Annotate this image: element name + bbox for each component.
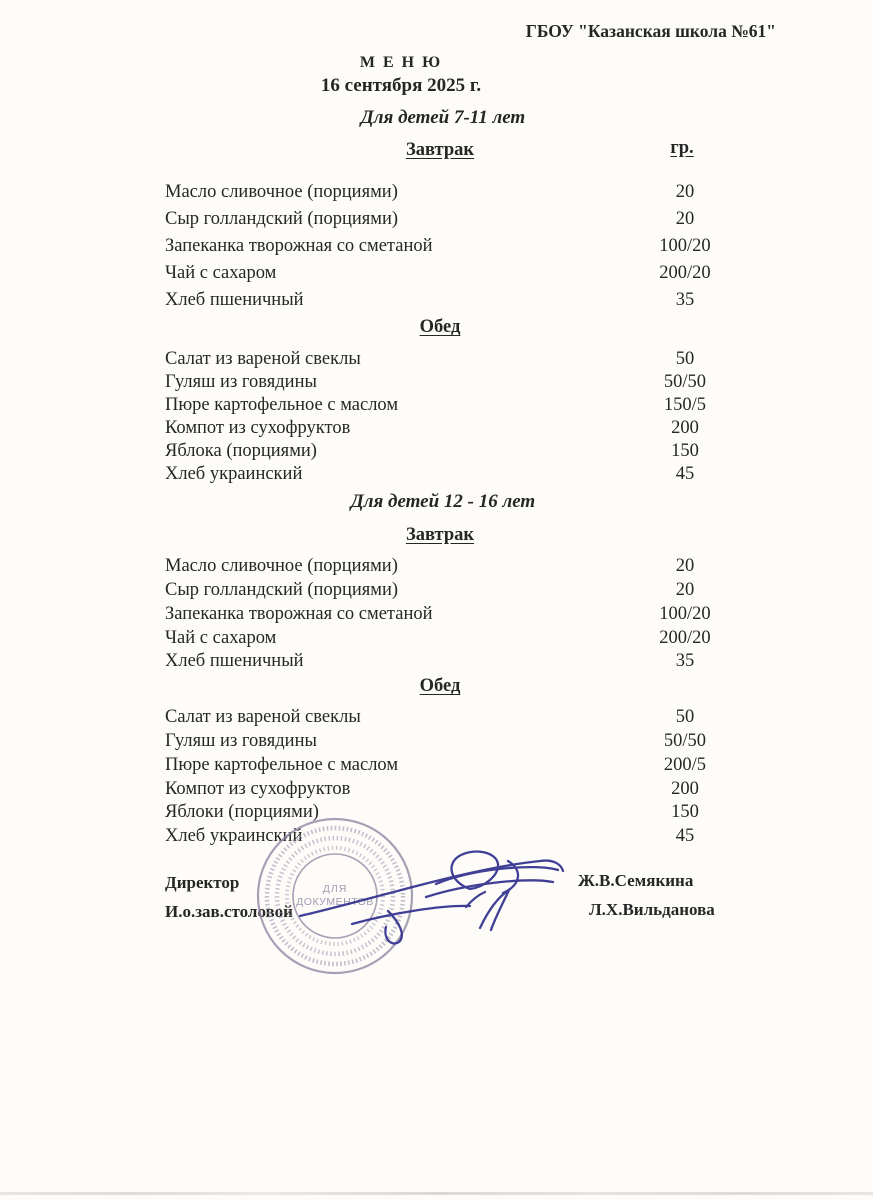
dish-name: Запеканка творожная со сметаной [165, 604, 433, 624]
menu-item-row [165, 263, 735, 284]
portion-grams: 45 [675, 464, 695, 484]
scan-edge-artifact [0, 1192, 873, 1195]
signature-name-director: Ж.В.Семякина [578, 871, 694, 890]
menu-item-row [165, 290, 735, 311]
signature-role-director: Директор [165, 873, 240, 892]
meal-heading-breakfast-1: Завтрак [405, 140, 475, 160]
menu-item-row [165, 418, 735, 439]
menu-date: 16 сентября 2025 г. [320, 75, 482, 96]
menu-item-row [165, 651, 735, 672]
portion-grams: 50/50 [663, 731, 707, 751]
dish-name: Масло сливочное (порциями) [165, 182, 398, 202]
portion-grams: 200/20 [659, 628, 711, 648]
portion-grams: 50 [675, 349, 695, 369]
menu-item-row [165, 707, 735, 728]
menu-item-row [165, 441, 735, 462]
portion-grams: 20 [675, 556, 695, 576]
signature-name-canteen-manager: Л.Х.Вильданова [589, 900, 715, 919]
handwritten-signatures [300, 852, 563, 944]
dish-name: Хлеб украинский [165, 464, 303, 484]
portion-grams: 20 [675, 580, 695, 600]
menu-item-row [165, 349, 735, 370]
portion-grams: 150 [671, 441, 699, 461]
dish-name: Сыр голландский (порциями) [165, 580, 399, 600]
dish-name: Гуляш из говядины [165, 731, 317, 751]
age-group-heading-1: Для детей 7-11 лет [360, 107, 526, 128]
dish-name: Хлеб пшеничный [165, 651, 304, 671]
portion-grams: 50 [675, 707, 695, 727]
dish-name: Масло сливочное (порциями) [165, 556, 398, 576]
portion-grams: 150 [671, 802, 699, 822]
menu-item-row [165, 464, 735, 485]
meal-heading-lunch-1: Обед [419, 317, 461, 337]
portion-grams: 100/20 [659, 604, 711, 624]
stamp-center-text-line1: ДЛЯ [322, 883, 348, 895]
menu-item-row [165, 779, 735, 800]
menu-item-row [165, 755, 735, 776]
stamp-center-text-line2: ДОКУМЕНТОВ [296, 896, 374, 908]
menu-item-row [165, 802, 735, 823]
dish-name: Салат из вареной свеклы [165, 349, 361, 369]
dish-name: Компот из сухофруктов [165, 418, 351, 438]
dish-name: Хлеб пшеничный [165, 290, 304, 310]
portion-grams: 200 [671, 418, 699, 438]
portion-grams: 200/20 [659, 263, 711, 283]
dish-name: Чай с сахаром [165, 263, 277, 283]
menu-item-row [165, 604, 735, 625]
dish-name: Пюре картофельное с маслом [165, 755, 399, 775]
dish-name: Компот из сухофруктов [165, 779, 351, 799]
units-column-header: гр. [670, 138, 694, 158]
dish-name: Гуляш из говядины [165, 372, 317, 392]
portion-grams: 200 [671, 779, 699, 799]
portion-grams: 100/20 [659, 236, 711, 256]
menu-item-row [165, 826, 735, 847]
menu-item-row [165, 236, 735, 257]
menu-item-row [165, 580, 735, 601]
menu-title: М Е Н Ю [359, 54, 443, 71]
menu-item-row [165, 209, 735, 230]
menu-item-row [165, 395, 735, 416]
portion-grams: 20 [675, 182, 695, 202]
portion-grams: 35 [675, 651, 695, 671]
menu-item-row [165, 372, 735, 393]
menu-item-row [165, 556, 735, 577]
dish-name: Салат из вареной свеклы [165, 707, 361, 727]
dish-name: Пюре картофельное с маслом [165, 395, 399, 415]
portion-grams: 35 [675, 290, 695, 310]
dish-name: Запеканка творожная со сметаной [165, 236, 433, 256]
meal-heading-lunch-2: Обед [419, 676, 461, 696]
age-group-heading-2: Для детей 12 - 16 лет [350, 491, 536, 512]
school-name: ГБОУ "Казанская школа №61" [525, 21, 776, 41]
dish-name: Яблоки (порциями) [165, 802, 319, 822]
portion-grams: 20 [675, 209, 695, 229]
menu-item-row [165, 731, 735, 752]
menu-item-row [165, 628, 735, 649]
dish-name: Яблока (порциями) [165, 441, 317, 461]
portion-grams: 45 [675, 826, 695, 846]
meal-heading-breakfast-2: Завтрак [405, 525, 475, 545]
portion-grams: 200/5 [663, 755, 707, 775]
menu-item-row [165, 182, 735, 203]
dish-name: Сыр голландский (порциями) [165, 209, 399, 229]
signature-role-canteen-manager: И.о.зав.столовой [165, 902, 293, 921]
portion-grams: 50/50 [663, 372, 707, 392]
portion-grams: 150/5 [663, 395, 707, 415]
dish-name: Чай с сахаром [165, 628, 277, 648]
dish-name: Хлеб украинский [165, 826, 303, 846]
